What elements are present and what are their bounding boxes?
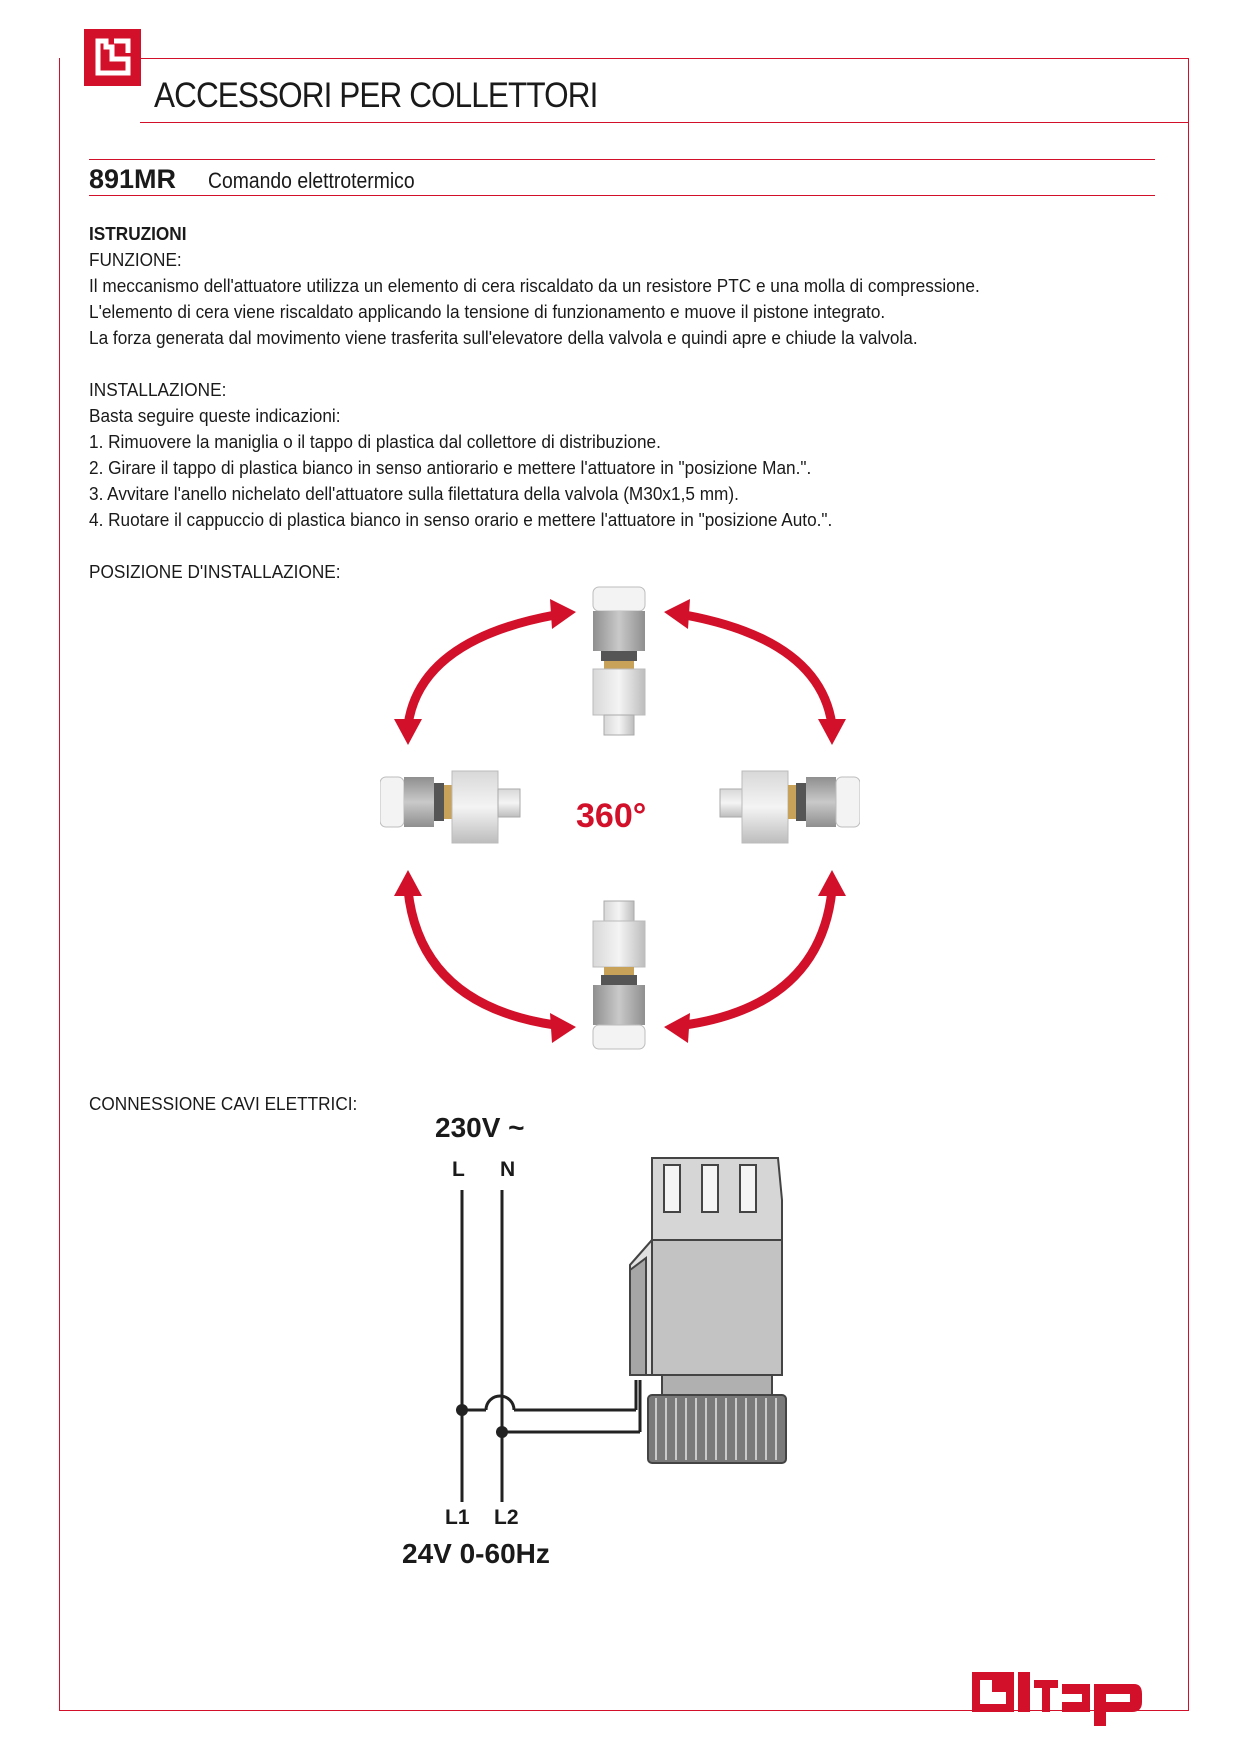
function-line: L'elemento di cera viene riscaldato applicando la tensione di funzionamento e muove il pistone integrato. (89, 301, 886, 322)
installation-label: INSTALLAZIONE: (89, 379, 227, 400)
function-line: La forza generata dal movimento viene trasferita sull'elevatore della valvola e quindi apre e chiude la valvola. (89, 327, 918, 348)
product-code: 891MR (89, 164, 177, 194)
function-line: Il meccanismo dell'attuatore utilizza un elemento di cera riscaldato da un resistore PTC e una molla di compressione. (89, 275, 980, 296)
instructions-section (89, 221, 1093, 585)
installation-step: 4. Ruotare il cappuccio di plastica bianco in senso orario e mettere l'attuatore in "posizione Auto.". (89, 509, 833, 530)
actuator-bottom-icon (593, 901, 645, 1049)
terminal-l2-label: L2 (494, 1506, 519, 1529)
brand-logo (972, 1664, 1142, 1733)
installation-intro: Basta seguire queste indicazioni: (89, 405, 341, 426)
voltage-bottom-label: 24V 0-60Hz (402, 1538, 550, 1569)
installation-step: 2. Girare il tappo di plastica bianco in senso antiorario e mettere l'attuatore in "posizione Man.". (89, 457, 812, 478)
product-top-divider (89, 159, 1155, 160)
installation-step: 1. Rimuovere la maniglia o il tappo di plastica dal collettore di distribuzione. (89, 431, 661, 452)
page-title: ACCESSORI PER COLLETTORI (154, 76, 598, 115)
terminal-l-label: L (452, 1158, 465, 1181)
function-label: FUNZIONE: (89, 249, 182, 270)
actuator-top-icon (593, 587, 645, 735)
installation-position-diagram (380, 585, 860, 1055)
rotation-label: 360° (576, 797, 647, 835)
brand-mark-icon (84, 29, 141, 86)
position-label: POSIZIONE D'INSTALLAZIONE: (89, 561, 341, 582)
product-name: Comando elettrotermico (208, 168, 415, 193)
actuator-right-icon (720, 771, 860, 843)
title-divider (140, 122, 1189, 123)
actuator-left-icon (380, 771, 520, 843)
instructions-heading: ISTRUZIONI (89, 223, 187, 244)
terminal-n-label: N (500, 1158, 516, 1181)
actuator-drawing-icon (630, 1158, 786, 1463)
terminal-l1-label: L1 (445, 1506, 470, 1529)
voltage-top-label: 230V ~ (435, 1112, 525, 1143)
frame-top-line (140, 58, 1189, 59)
itap-logo-icon (972, 1672, 1142, 1726)
wires-icon (462, 1190, 640, 1502)
wiring-diagram (390, 1110, 850, 1580)
product-bottom-divider (89, 195, 1155, 196)
installation-step: 3. Avvitare l'anello nichelato dell'attuatore sulla filettatura della valvola (M30x1,5 mm). (89, 483, 739, 504)
wiring-label: CONNESSIONE CAVI ELETTRICI: (89, 1093, 358, 1114)
